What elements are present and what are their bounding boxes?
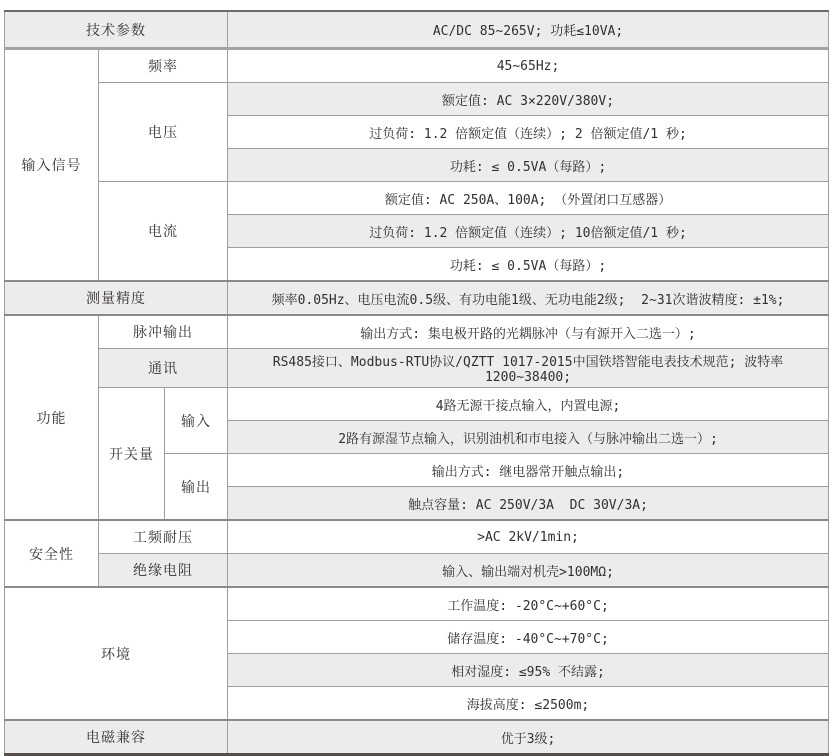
value-current-consumption: 功耗: ≤ 0.5VA（每路）; — [228, 248, 829, 282]
row-label-pulse-output: 脉冲输出 — [99, 315, 228, 349]
row-label-switch-io: 开关量 — [99, 388, 165, 521]
table-row — [5, 520, 829, 554]
table-row — [5, 315, 829, 349]
spec-table — [4, 10, 829, 756]
group-label-safety: 安全性 — [5, 520, 99, 587]
row-label-insulation-resistance: 绝缘电阻 — [99, 554, 228, 588]
group-label-input-signal: 输入信号 — [5, 49, 99, 282]
value-switch-input-wet: 2路有源湿节点输入，识别油机和市电接入（与脉冲输出二选一）; — [228, 421, 829, 454]
value-voltage-rated: 额定值: AC 3×220V/380V; — [228, 83, 829, 116]
value-insulation-resistance: 输入、输出端对机壳>100MΩ; — [228, 554, 829, 588]
table-row — [5, 281, 829, 315]
value-frequency: 45~65Hz; — [228, 49, 829, 83]
value-emc: 优于3级; — [228, 720, 829, 755]
table-row — [5, 83, 829, 116]
value-tech-params: AC/DC 85~265V; 功耗≤10VA; — [228, 11, 829, 49]
value-storage-temperature: 储存温度: -40°C~+70°C; — [228, 621, 829, 654]
group-label-function: 功能 — [5, 315, 99, 520]
row-label-current: 电流 — [99, 182, 228, 282]
row-label-frequency: 频率 — [99, 49, 228, 83]
table-row — [5, 720, 829, 755]
row-label-switch-input: 输入 — [165, 388, 228, 454]
row-label-tech-params: 技术参数 — [5, 11, 228, 49]
row-label-withstand-voltage: 工频耐压 — [99, 520, 228, 554]
value-altitude: 海拔高度: ≤2500m; — [228, 687, 829, 721]
value-switch-output-capacity: 触点容量: AC 250V/3A DC 30V/3A; — [228, 487, 829, 521]
group-label-environment: 环境 — [5, 587, 228, 720]
table-row — [5, 554, 829, 588]
value-switch-input-dry: 4路无源干接点输入，内置电源; — [228, 388, 829, 421]
value-pulse-output: 输出方式: 集电极开路的光耦脉冲（与有源开入二选一）; — [228, 315, 829, 349]
value-operating-temperature: 工作温度: -20°C~+60°C; — [228, 587, 829, 621]
table-row — [5, 349, 829, 388]
value-relative-humidity: 相对湿度: ≤95% 不结露; — [228, 654, 829, 687]
value-current-overload: 过负荷: 1.2 倍额定值（连续）; 10倍额定值/1 秒; — [228, 215, 829, 248]
table-row — [5, 388, 829, 421]
value-voltage-overload: 过负荷: 1.2 倍额定值（连续）; 2 倍额定值/1 秒; — [228, 116, 829, 149]
value-current-rated: 额定值: AC 250A、100A; （外置闭口互感器） — [228, 182, 829, 215]
table-row — [5, 49, 829, 83]
table-row — [5, 587, 829, 621]
table-row — [5, 182, 829, 215]
value-accuracy: 频率0.05Hz、电压电流0.5级、有功电能1级、无功电能2级; 2~31次谐波精度: ±1%; — [228, 281, 829, 315]
table-row — [5, 11, 829, 49]
value-communication: RS485接口、Modbus-RTU协议/QZTT 1017-2015中国铁塔智能电表技术规范; 波特率1200~38400; — [228, 349, 829, 388]
value-withstand-voltage: >AC 2kV/1min; — [228, 520, 829, 554]
value-switch-output-mode: 输出方式: 继电器常开触点输出; — [228, 454, 829, 487]
row-label-switch-output: 输出 — [165, 454, 228, 521]
value-voltage-consumption: 功耗: ≤ 0.5VA（每路）; — [228, 149, 829, 182]
row-label-communication: 通讯 — [99, 349, 228, 388]
row-label-accuracy: 测量精度 — [5, 281, 228, 315]
row-label-emc: 电磁兼容 — [5, 720, 228, 755]
row-label-voltage: 电压 — [99, 83, 228, 182]
